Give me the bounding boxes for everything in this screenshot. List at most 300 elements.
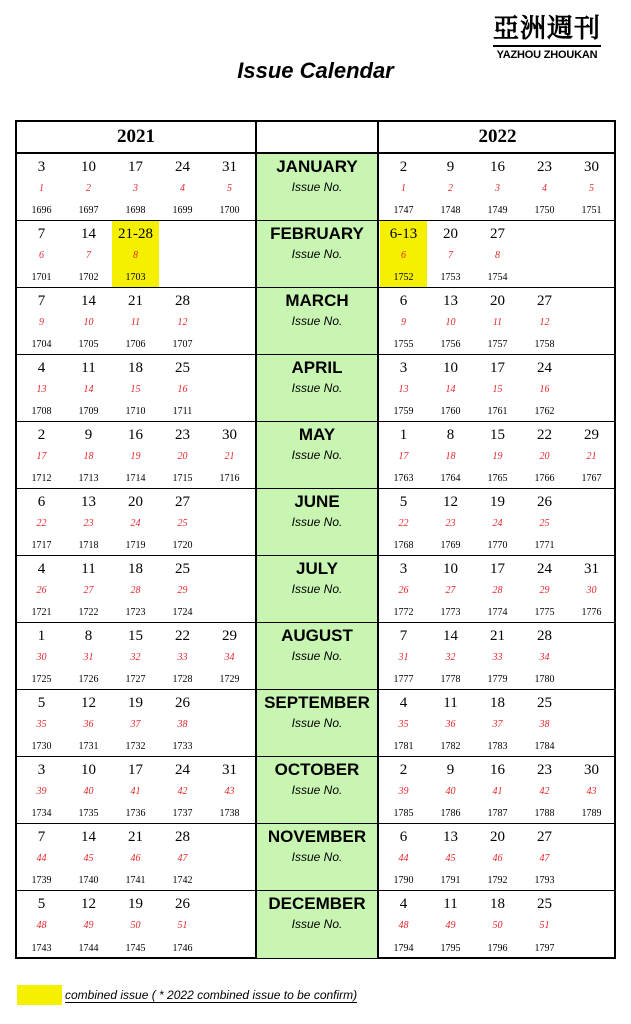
month-name: JULY (296, 559, 338, 578)
issue-cell (380, 154, 427, 220)
issue-number: 39 (398, 786, 409, 797)
issue-date: 8 (84, 628, 93, 644)
issue-date: 21 (128, 829, 143, 845)
issue-number: 7 (448, 250, 453, 261)
issue-number: 4 (542, 183, 547, 194)
issue-cell (568, 154, 615, 220)
issue-number-label: Issue No. (291, 381, 343, 395)
issue-number: 6 (39, 250, 44, 261)
week-cells (379, 690, 616, 756)
month-name: MAY (298, 425, 336, 444)
issue-number: 37 (492, 719, 503, 730)
issue-number: 32 (445, 652, 456, 663)
issue-date: 13 (443, 293, 458, 309)
issue-number: 3 (133, 183, 138, 194)
issue-number: 36 (83, 719, 94, 730)
serial-number: 1753 (440, 272, 461, 283)
issue-cell (18, 757, 65, 823)
serial-number: 1771 (534, 540, 555, 551)
issue-date: 14 (443, 628, 458, 644)
issue-date: 6 (37, 494, 46, 510)
serial-number: 1721 (31, 607, 52, 618)
serial-number: 1742 (172, 875, 193, 886)
issue-date: 31 (584, 561, 599, 577)
issue-date: 25 (537, 896, 552, 912)
issue-date: 4 (37, 561, 46, 577)
issue-cell (18, 824, 65, 890)
year-2022-header: 2022 (379, 122, 616, 154)
issue-date: 17 (128, 159, 143, 175)
issue-number: 34 (224, 652, 235, 663)
serial-number: 1779 (487, 674, 508, 685)
issue-number: 45 (445, 853, 456, 864)
month-row-2022 (379, 422, 616, 489)
issue-number: 33 (177, 652, 188, 663)
serial-number: 1738 (219, 808, 240, 819)
serial-number: 1702 (78, 272, 99, 283)
month-name: JUNE (294, 492, 340, 511)
month-cell (257, 556, 377, 623)
month-row-2022 (379, 690, 616, 757)
issue-cell (65, 824, 112, 890)
issue-date: 9 (446, 159, 455, 175)
issue-cell (380, 757, 427, 823)
issue-date: 16 (128, 427, 143, 443)
issue-cell (18, 422, 65, 488)
serial-number: 1781 (393, 741, 414, 752)
month-row-2021 (17, 891, 255, 958)
legend-text: combined issue ( * 2022 combined issue to be confirm) (65, 987, 358, 1002)
issue-number: 37 (130, 719, 141, 730)
legend (17, 985, 357, 1005)
serial-number: 1710 (125, 406, 146, 417)
serial-number: 1722 (78, 607, 99, 618)
issue-date: 23 (175, 427, 190, 443)
month-name: NOVEMBER (267, 827, 367, 846)
issue-cell (159, 288, 206, 354)
serial-number: 1712 (31, 473, 52, 484)
issue-number: 27 (83, 585, 94, 596)
issue-cell (112, 690, 159, 756)
issue-number-label: Issue No. (291, 783, 343, 797)
issue-number: 29 (177, 585, 188, 596)
serial-number: 1755 (393, 339, 414, 350)
issue-date: 4 (399, 896, 408, 912)
issue-date: 31 (222, 762, 237, 778)
serial-number: 1791 (440, 875, 461, 886)
issue-cell (427, 824, 474, 890)
issue-number: 32 (130, 652, 141, 663)
issue-cell (521, 154, 568, 220)
issue-cell (380, 623, 427, 689)
issue-cell (380, 690, 427, 756)
issue-number: 15 (130, 384, 141, 395)
issue-number: 14 (83, 384, 94, 395)
week-cells (379, 891, 616, 958)
month-row-2021 (17, 489, 255, 556)
issue-cell (521, 288, 568, 354)
serial-number: 1699 (172, 205, 193, 216)
issue-cell (474, 690, 521, 756)
issue-date: 30 (584, 762, 599, 778)
issue-date: 5 (399, 494, 408, 510)
serial-number: 1734 (31, 808, 52, 819)
issue-cell (18, 623, 65, 689)
week-cells (17, 556, 255, 622)
issue-number: 9 (39, 317, 44, 328)
week-cells (17, 221, 255, 287)
week-cells (379, 422, 616, 488)
issue-cell (474, 891, 521, 958)
issue-number: 12 (177, 317, 188, 328)
issue-cell (65, 355, 112, 421)
issue-cell (159, 824, 206, 890)
serial-number: 1723 (125, 607, 146, 618)
issue-number: 20 (539, 451, 550, 462)
issue-cell (380, 288, 427, 354)
issue-cell (65, 757, 112, 823)
issue-number: 51 (177, 920, 188, 931)
serial-number: 1706 (125, 339, 146, 350)
week-cells (17, 422, 255, 488)
issue-number: 33 (492, 652, 503, 663)
issue-cell (65, 288, 112, 354)
issue-number: 11 (130, 317, 141, 328)
issue-number: 22 (36, 518, 47, 529)
issue-date: 19 (128, 896, 143, 912)
issue-number: 7 (86, 250, 91, 261)
month-name: MARCH (285, 291, 349, 310)
issue-date: 24 (175, 159, 190, 175)
issue-number: 13 (398, 384, 409, 395)
issue-cell (159, 623, 206, 689)
issue-number: 14 (445, 384, 456, 395)
issue-date: 11 (443, 695, 458, 711)
issue-number: 21 (586, 451, 597, 462)
issue-number: 12 (539, 317, 550, 328)
issue-number: 41 (130, 786, 141, 797)
issue-date: 12 (443, 494, 458, 510)
issue-date: 25 (537, 695, 552, 711)
issue-cell (474, 556, 521, 622)
issue-cell (18, 690, 65, 756)
issue-number: 16 (177, 384, 188, 395)
serial-number: 1745 (125, 943, 146, 954)
serial-number: 1780 (534, 674, 555, 685)
issue-date: 27 (537, 829, 552, 845)
issue-cell (159, 355, 206, 421)
issue-number-label: Issue No. (291, 582, 343, 596)
issue-number: 38 (177, 719, 188, 730)
month-name: AUGUST (281, 626, 353, 645)
week-cells (379, 288, 616, 354)
serial-number: 1704 (31, 339, 52, 350)
month-cell (257, 690, 377, 757)
issue-cell (380, 824, 427, 890)
serial-number: 1719 (125, 540, 146, 551)
serial-number: 1739 (31, 875, 52, 886)
issue-number: 46 (492, 853, 503, 864)
issue-number-label: Issue No. (291, 917, 343, 931)
serial-number: 1792 (487, 875, 508, 886)
issue-number: 24 (130, 518, 141, 529)
week-cells (17, 891, 255, 958)
month-name: JANUARY (276, 157, 358, 176)
issue-number: 25 (177, 518, 188, 529)
year-2021-column (17, 122, 255, 957)
issue-number: 43 (224, 786, 235, 797)
issue-date: 11 (81, 561, 96, 577)
issue-date: 6 (399, 829, 408, 845)
issue-date: 14 (81, 829, 96, 845)
issue-date: 2 (37, 427, 46, 443)
combined-issue-cell (380, 221, 427, 287)
serial-number: 1769 (440, 540, 461, 551)
issue-cell (112, 288, 159, 354)
month-row-2021 (17, 757, 255, 824)
issue-cell (521, 422, 568, 488)
issue-number: 3 (495, 183, 500, 194)
serial-number: 1759 (393, 406, 414, 417)
issue-date: 7 (37, 226, 46, 242)
serial-number: 1777 (393, 674, 414, 685)
month-row-2022 (379, 824, 616, 891)
issue-number: 1 (401, 183, 406, 194)
serial-number: 1733 (172, 741, 193, 752)
issue-number: 23 (445, 518, 456, 529)
issue-number-label: Issue No. (291, 448, 343, 462)
issue-cell (521, 757, 568, 823)
issue-cell (65, 623, 112, 689)
issue-number: 2 (448, 183, 453, 194)
month-row-2022 (379, 489, 616, 556)
serial-number: 1787 (487, 808, 508, 819)
issue-number: 11 (492, 317, 503, 328)
serial-number: 1717 (31, 540, 52, 551)
issue-date: 18 (490, 896, 505, 912)
week-cells (379, 824, 616, 890)
week-cells (379, 355, 616, 421)
issue-cell (112, 422, 159, 488)
month-cell (257, 221, 377, 288)
logo-chinese-text: 亞洲週刊 (492, 14, 601, 44)
month-row-2021 (17, 154, 255, 221)
issue-date: 11 (81, 360, 96, 376)
serial-number: 1765 (487, 473, 508, 484)
issue-cell (159, 422, 206, 488)
month-name: SEPTEMBER (264, 693, 370, 712)
serial-number: 1741 (125, 875, 146, 886)
serial-number: 1698 (125, 205, 146, 216)
serial-number: 1757 (487, 339, 508, 350)
issue-number: 44 (36, 853, 47, 864)
issue-cell (521, 623, 568, 689)
serial-number: 1749 (487, 205, 508, 216)
year-2022-column (379, 122, 616, 957)
issue-cell (159, 154, 206, 220)
serial-number: 1752 (393, 272, 414, 283)
issue-date: 5 (37, 695, 46, 711)
issue-number: 47 (539, 853, 550, 864)
month-name: FEBRUARY (270, 224, 364, 243)
issue-date: 28 (175, 829, 190, 845)
issue-cell (112, 757, 159, 823)
month-row-2022 (379, 355, 616, 422)
serial-number: 1696 (31, 205, 52, 216)
issue-cell (380, 355, 427, 421)
issue-cell (65, 891, 112, 958)
issue-cell (206, 422, 253, 488)
month-row-2021 (17, 288, 255, 355)
issue-cell (159, 556, 206, 622)
serial-number: 1726 (78, 674, 99, 685)
serial-number: 1750 (534, 205, 555, 216)
serial-number: 1774 (487, 607, 508, 618)
issue-cell (65, 690, 112, 756)
month-name: APRIL (291, 358, 343, 377)
serial-number: 1760 (440, 406, 461, 417)
week-cells (379, 556, 616, 622)
serial-number: 1724 (172, 607, 193, 618)
serial-number: 1783 (487, 741, 508, 752)
month-row-2021 (17, 556, 255, 623)
issue-date: 15 (128, 628, 143, 644)
issue-cell (112, 824, 159, 890)
serial-number: 1732 (125, 741, 146, 752)
serial-number: 1761 (487, 406, 508, 417)
serial-number: 1782 (440, 741, 461, 752)
issue-number: 10 (83, 317, 94, 328)
serial-number: 1727 (125, 674, 146, 685)
issue-cell (427, 422, 474, 488)
issue-cell (112, 556, 159, 622)
issue-cell (112, 154, 159, 220)
issue-cell (521, 556, 568, 622)
issue-number: 51 (539, 920, 550, 931)
month-name: OCTOBER (274, 760, 360, 779)
issue-date: 12 (81, 695, 96, 711)
issue-cell (521, 489, 568, 555)
month-row-2022 (379, 757, 616, 824)
issue-cell (380, 422, 427, 488)
serial-number: 1794 (393, 943, 414, 954)
issue-date: 1 (399, 427, 408, 443)
week-cells (17, 757, 255, 823)
issue-cell (568, 757, 615, 823)
serial-number: 1720 (172, 540, 193, 551)
issue-cell (18, 489, 65, 555)
issue-cell (521, 690, 568, 756)
serial-number: 1762 (534, 406, 555, 417)
logo-rule (493, 45, 601, 47)
serial-number: 1786 (440, 808, 461, 819)
issue-number: 9 (401, 317, 406, 328)
issue-cell (380, 891, 427, 958)
issue-cell (568, 422, 615, 488)
serial-number: 1748 (440, 205, 461, 216)
issue-number: 50 (492, 920, 503, 931)
issue-number: 41 (492, 786, 503, 797)
serial-number: 1795 (440, 943, 461, 954)
serial-number: 1714 (125, 473, 146, 484)
issue-number: 27 (445, 585, 456, 596)
issue-number: 38 (539, 719, 550, 730)
serial-number: 1730 (31, 741, 52, 752)
issue-number: 26 (398, 585, 409, 596)
month-cell (257, 288, 377, 355)
issue-date: 3 (399, 561, 408, 577)
issue-cell (65, 422, 112, 488)
issue-number: 4 (180, 183, 185, 194)
month-row-2022 (379, 221, 616, 288)
issue-date: 13 (443, 829, 458, 845)
issue-number: 26 (36, 585, 47, 596)
issue-date: 26 (175, 695, 190, 711)
issue-date: 10 (81, 762, 96, 778)
issue-number: 17 (398, 451, 409, 462)
serial-number: 1743 (31, 943, 52, 954)
month-cell (257, 422, 377, 489)
logo (491, 14, 603, 61)
serial-number: 1775 (534, 607, 555, 618)
issue-date: 3 (37, 159, 46, 175)
issue-cell (474, 355, 521, 421)
issue-date: 13 (81, 494, 96, 510)
issue-number: 36 (445, 719, 456, 730)
issue-number: 6 (401, 250, 406, 261)
issue-number: 39 (36, 786, 47, 797)
issue-date: 7 (37, 293, 46, 309)
issue-number: 34 (539, 652, 550, 663)
issue-number: 15 (492, 384, 503, 395)
week-cells (17, 154, 255, 220)
issue-number: 48 (36, 920, 47, 931)
serial-number: 1766 (534, 473, 555, 484)
month-cell (257, 824, 377, 891)
issue-cell (521, 891, 568, 958)
issue-date: 14 (81, 293, 96, 309)
issue-number-label: Issue No. (291, 180, 343, 194)
issue-cell (206, 757, 253, 823)
issue-number: 35 (36, 719, 47, 730)
issue-cell (427, 489, 474, 555)
issue-cell (427, 891, 474, 958)
issue-date: 28 (537, 628, 552, 644)
issue-number: 46 (130, 853, 141, 864)
issue-cell (380, 489, 427, 555)
month-row-2021 (17, 355, 255, 422)
serial-number: 1797 (534, 943, 555, 954)
serial-number: 1705 (78, 339, 99, 350)
serial-number: 1773 (440, 607, 461, 618)
issue-date: 3 (37, 762, 46, 778)
issue-date: 27 (537, 293, 552, 309)
month-row-2022 (379, 154, 616, 221)
issue-number: 47 (177, 853, 188, 864)
issue-date: 26 (175, 896, 190, 912)
serial-number: 1744 (78, 943, 99, 954)
issue-number: 28 (130, 585, 141, 596)
issue-date: 25 (175, 561, 190, 577)
week-cells (17, 288, 255, 354)
combined-issue-cell (112, 221, 159, 287)
issue-cell (521, 355, 568, 421)
issue-cell (474, 757, 521, 823)
month-cell (257, 154, 377, 221)
issue-number: 18 (445, 451, 456, 462)
serial-number: 1709 (78, 406, 99, 417)
issue-date: 23 (537, 762, 552, 778)
